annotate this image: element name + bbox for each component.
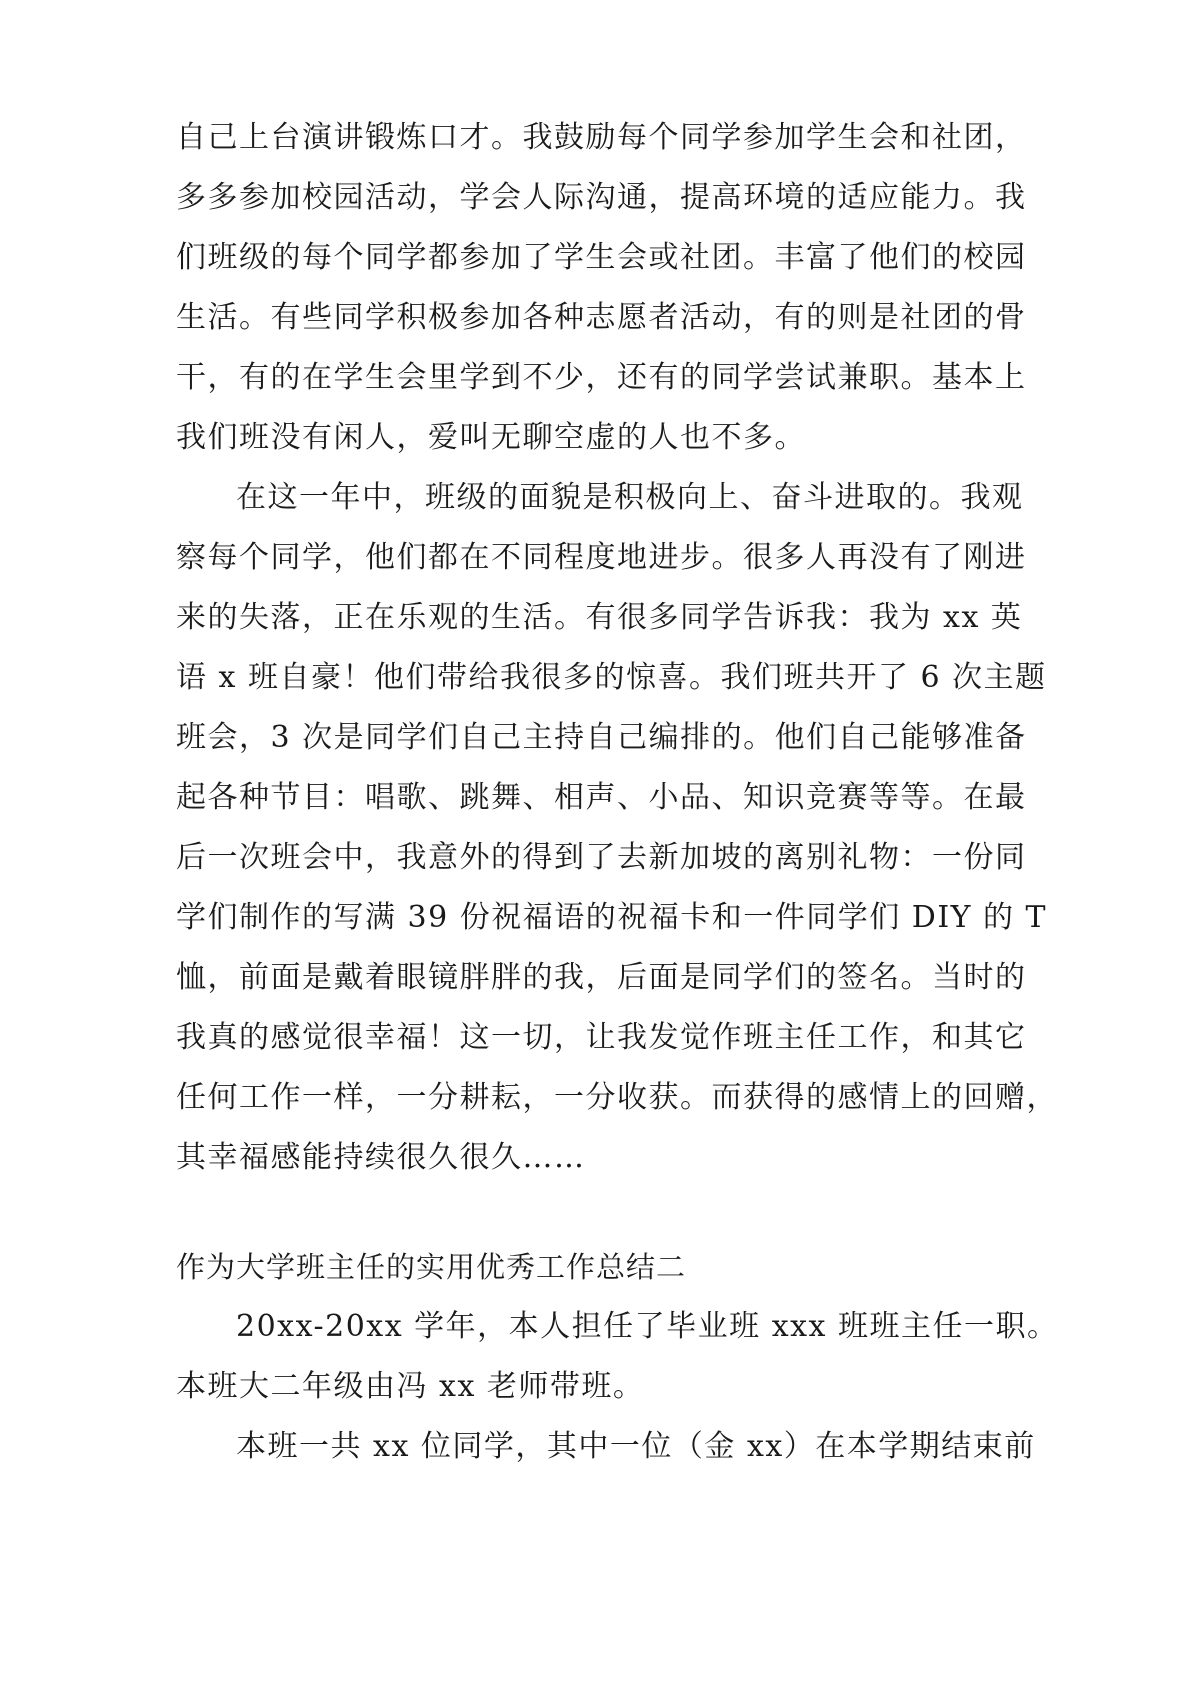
text-line: 生活。有些同学积极参加各种志愿者活动，有的则是社团的骨 [176,300,1027,335]
text-line: 学们制作的写满 39 份祝福语的祝福卡和一件同学们 DIY 的 T [176,900,1048,935]
text-line: 来的失落，正在乐观的生活。有很多同学告诉我：我为 xx 英 [176,600,1023,635]
section-heading: 作为大学班主任的实用优秀工作总结二 [176,1250,687,1284]
text-line: 们班级的每个同学都参加了学生会或社团。丰富了他们的校园 [176,240,1027,275]
text-line: 干，有的在学生会里学到不少，还有的同学尝试兼职。基本上 [176,360,1027,395]
text-line: 20xx-20xx 学年，本人担任了毕业班 xxx 班班主任一职。 [236,1309,1059,1344]
text-line: 多多参加校园活动，学会人际沟通，提高环境的适应能力。我 [176,180,1027,215]
text-line: 我真的感觉很幸福！这一切，让我发觉作班主任工作，和其它 [176,1020,1027,1055]
text-line: 本班一共 xx 位同学，其中一位（金 xx）在本学期结束前 [236,1429,1036,1464]
text-line: 后一次班会中，我意外的得到了去新加坡的离别礼物：一份同 [176,840,1027,875]
text-line: 其幸福感能持续很久很久…… [176,1140,586,1175]
text-line: 起各种节目：唱歌、跳舞、相声、小品、知识竞赛等等。在最 [176,780,1027,815]
text-line: 语 x 班自豪！他们带给我很多的惊喜。我们班共开了 6 次主题 [176,660,1047,695]
text-line: 察每个同学，他们都在不同程度地进步。很多人再没有了刚进 [176,540,1027,575]
text-line: 任何工作一样，一分耕耘，一分收获。而获得的感情上的回赠， [176,1080,1058,1115]
text-line: 自己上台演讲锻炼口才。我鼓励每个同学参加学生会和社团， [176,120,1027,155]
text-line: 我们班没有闲人，爱叫无聊空虚的人也不多。 [176,420,806,455]
text-line: 恤，前面是戴着眼镜胖胖的我，后面是同学们的签名。当时的 [176,960,1027,995]
text-line: 本班大二年级由冯 xx 老师带班。 [176,1369,645,1404]
text-line: 在这一年中，班级的面貌是积极向上、奋斗进取的。我观 [236,480,1024,515]
text-line: 班会，3 次是同学们自己主持自己编排的。他们自己能够准备 [176,720,1027,755]
